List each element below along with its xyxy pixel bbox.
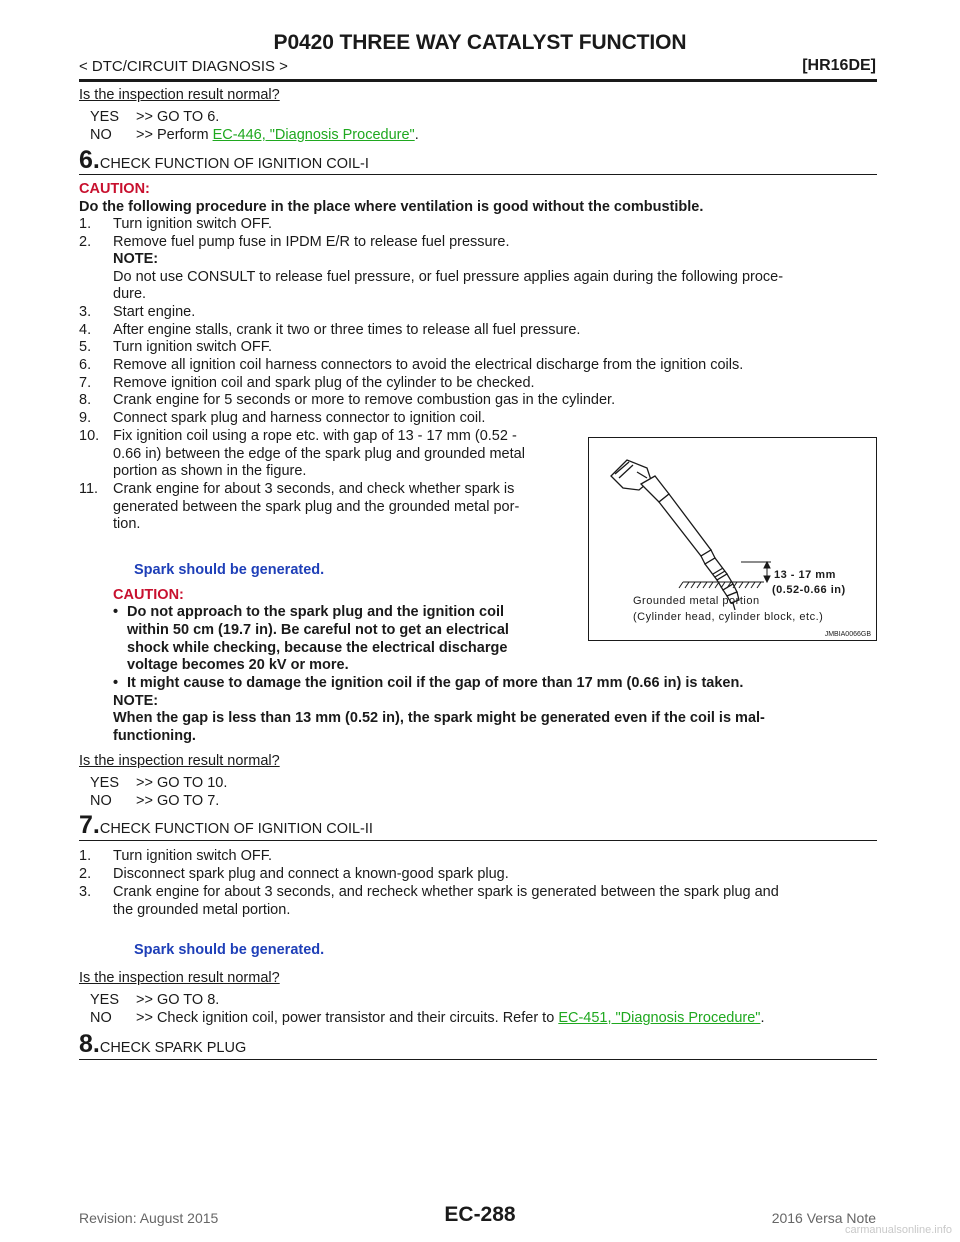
- figure-code: JMBIA0066GB: [824, 631, 871, 638]
- item-num: 3.: [79, 884, 92, 900]
- step-title: CHECK FUNCTION OF IGNITION COIL-I: [99, 156, 369, 172]
- no-text: >> Check ignition coil, power transistor and their circuits. Refer to: [136, 1010, 559, 1026]
- note-text: Do not use CONSULT to release fuel pressure, or fuel pressure applies again during the following proce-: [113, 269, 784, 285]
- gap-label: 13 - 17 mm: [774, 569, 836, 581]
- item-num: 10.: [79, 428, 100, 444]
- answer-yes: [90, 109, 219, 126]
- bullet-dot: •: [113, 675, 119, 691]
- answer-no: [90, 127, 419, 144]
- list-item: [79, 339, 272, 356]
- yes-text: >> GO TO 10.: [136, 775, 228, 791]
- breadcrumb: < DTC/CIRCUIT DIAGNOSIS >: [79, 58, 288, 75]
- item-text: Turn ignition switch OFF.: [113, 848, 273, 864]
- list-item: [79, 392, 615, 409]
- page-number: EC-288: [444, 1203, 516, 1226]
- watermark: carmanualsonline.info: [844, 1224, 952, 1236]
- item-text: Crank engine for 5 seconds or more to remove combustion gas in the cylinder.: [113, 392, 616, 408]
- yes-key: YES: [90, 775, 120, 791]
- bullet-text: Do not approach to the spark plug and the ignition coil: [127, 604, 504, 620]
- item-num: 1.: [79, 216, 92, 232]
- note-label: NOTE:: [113, 693, 159, 709]
- list-item: [79, 375, 535, 392]
- item-text: Disconnect spark plug and connect a known-good spark plug.: [113, 866, 509, 882]
- step-7-heading: [79, 812, 373, 838]
- item-text: Crank engine for about 3 seconds, and check whether spark is: [113, 481, 515, 497]
- item-text: 0.66 in) between the edge of the spark plug and grounded metal: [113, 446, 525, 462]
- list-item: [79, 234, 510, 251]
- no-end: .: [414, 127, 419, 143]
- item-num: 3.: [79, 304, 92, 320]
- list-item: [79, 357, 743, 374]
- yes-text: >> GO TO 8.: [136, 992, 220, 1008]
- note-label: NOTE:: [113, 251, 159, 267]
- no-key: NO: [90, 127, 112, 143]
- item-num: 1.: [79, 848, 92, 864]
- item-text: Remove ignition coil and spark plug of the cylinder to be checked.: [113, 375, 535, 391]
- yes-key: YES: [90, 992, 120, 1008]
- ground-label: Grounded metal portion: [633, 595, 760, 607]
- step-8-heading: [79, 1031, 246, 1057]
- bullet-text: within 50 cm (19.7 in). Be careful not to get an electrical: [127, 622, 509, 638]
- item-num: 7.: [79, 375, 92, 391]
- list-item: [79, 428, 517, 445]
- item-num: 6.: [79, 357, 92, 373]
- item-text: portion as shown in the figure.: [113, 463, 307, 479]
- answer-yes: [90, 992, 219, 1009]
- step-title: CHECK FUNCTION OF IGNITION COIL-II: [99, 821, 373, 837]
- caution-label: CAUTION:: [113, 587, 184, 603]
- bullet-text: shock while checking, because the electrical discharge: [127, 640, 508, 656]
- inspection-question: Is the inspection result normal?: [79, 970, 280, 986]
- item-text: Start engine.: [113, 304, 196, 320]
- list-item: [79, 481, 514, 498]
- item-text: Remove all ignition coil harness connectors to avoid the electrical discharge from the ignition coils.: [113, 357, 744, 373]
- page-title: P0420 THREE WAY CATALYST FUNCTION: [273, 31, 687, 54]
- no-text: >> GO TO 7.: [136, 793, 220, 809]
- ground-label-detail: (Cylinder head, cylinder block, etc.): [633, 611, 824, 623]
- item-text: generated between the spark plug and the grounded metal por-: [113, 499, 520, 515]
- item-num: 2.: [79, 866, 92, 882]
- step-number: 7.: [79, 811, 100, 839]
- item-text: Crank engine for about 3 seconds, and recheck whether spark is generated between the spark plug and: [113, 884, 779, 900]
- answer-yes: [90, 775, 227, 792]
- step-rule: [79, 174, 877, 175]
- step-rule: [79, 840, 877, 841]
- diagnosis-procedure-link[interactable]: EC-451, "Diagnosis Procedure": [558, 1010, 761, 1026]
- item-text: tion.: [113, 516, 141, 532]
- caution-text: Do the following procedure in the place where ventilation is good without the combustible.: [79, 199, 704, 215]
- item-num: 2.: [79, 234, 92, 250]
- bullet-dot: •: [113, 604, 119, 620]
- note-text: dure.: [113, 286, 147, 302]
- item-num: 8.: [79, 392, 92, 408]
- gap-label-inch: (0.52-0.66 in): [772, 584, 846, 596]
- step-title: CHECK SPARK PLUG: [99, 1040, 247, 1056]
- no-end: .: [760, 1010, 765, 1026]
- list-item: [79, 304, 195, 321]
- list-item: [79, 848, 272, 865]
- vehicle-model: 2016 Versa Note: [771, 1210, 876, 1226]
- item-num: 11.: [79, 481, 99, 497]
- ignition-coil-illustration: [589, 438, 876, 640]
- answer-no: [90, 793, 219, 810]
- item-text: Fix ignition coil using a rope etc. with gap of 13 - 17 mm (0.52 -: [113, 428, 517, 444]
- bullet-text: voltage becomes 20 kV or more.: [127, 657, 349, 673]
- step-6-heading: [79, 147, 369, 173]
- item-text: Turn ignition switch OFF.: [113, 216, 273, 232]
- list-item: [79, 322, 580, 339]
- item-text: Remove fuel pump fuse in IPDM E/R to release fuel pressure.: [113, 234, 510, 250]
- ignition-coil-figure: [588, 437, 877, 641]
- step-number: 8.: [79, 1030, 100, 1058]
- no-key: NO: [90, 793, 112, 809]
- spark-expectation: Spark should be generated.: [134, 562, 325, 578]
- item-num: 5.: [79, 339, 92, 355]
- note-text: functioning.: [113, 728, 196, 744]
- list-item: [79, 410, 485, 427]
- list-item: [79, 216, 272, 233]
- item-text: the grounded metal portion.: [113, 902, 291, 918]
- yes-key: YES: [90, 109, 120, 125]
- spark-expectation: Spark should be generated.: [134, 942, 325, 958]
- inspection-question: Is the inspection result normal?: [79, 753, 280, 769]
- item-num: 9.: [79, 410, 92, 426]
- list-item: [79, 866, 509, 883]
- diagnosis-procedure-link[interactable]: EC-446, "Diagnosis Procedure": [212, 127, 415, 143]
- item-num: 4.: [79, 322, 92, 338]
- header-rule: [79, 79, 877, 82]
- no-text: >> Perform: [136, 127, 213, 143]
- engine-code: [HR16DE]: [802, 57, 876, 74]
- list-item: [79, 884, 779, 901]
- item-text: Connect spark plug and harness connector to ignition coil.: [113, 410, 486, 426]
- revision-date: Revision: August 2015: [79, 1210, 219, 1226]
- step-rule: [79, 1059, 877, 1060]
- item-text: Turn ignition switch OFF.: [113, 339, 273, 355]
- yes-text: >> GO TO 6.: [136, 109, 220, 125]
- inspection-question: Is the inspection result normal?: [79, 87, 280, 103]
- step-number: 6.: [79, 146, 100, 174]
- answer-no: [90, 1010, 764, 1027]
- note-text: When the gap is less than 13 mm (0.52 in), the spark might be generated even if the coil is mal-: [113, 710, 765, 726]
- item-text: After engine stalls, crank it two or three times to release all fuel pressure.: [113, 322, 581, 338]
- caution-label: CAUTION:: [79, 181, 150, 197]
- bullet-text: It might cause to damage the ignition coil if the gap of more than 17 mm (0.66 in) is taken.: [127, 675, 744, 691]
- no-key: NO: [90, 1010, 112, 1026]
